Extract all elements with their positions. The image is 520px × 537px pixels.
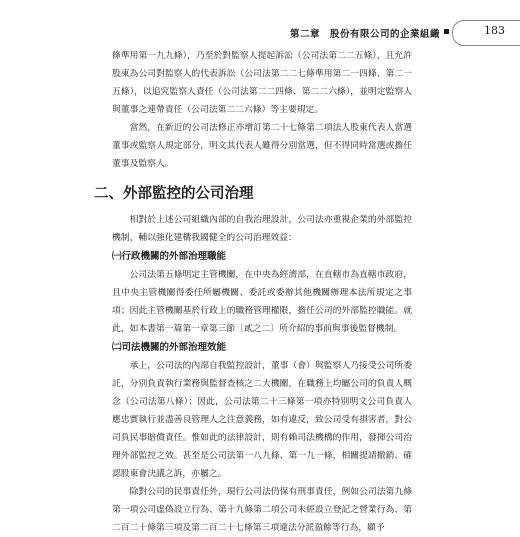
section-heading-external-governance: 二、外部監控的公司治理: [94, 186, 254, 202]
subheading-administrative-governance: ㈠行政機關的外部治理職能: [112, 251, 227, 262]
running-header-title: 第二章 股份有限公司的企業組織: [290, 29, 441, 40]
paragraph-external-monitoring-intro: 相對於上述公司組織內部的自我治理設計，公司法亦重視企業的外部監控機制，輔以強化建構我國健全的公司治理效益：: [112, 215, 412, 243]
header-square-mark: [444, 29, 449, 34]
paragraph-fiduciary-duty: 承上，公司法的內部自我監控設計，董事（會）與監察人乃接受公司所委託，分別負責執行業務與監督查核之二大機關，在職務上均屬公司的負責人概念（公司法第八條）；因此，公司法第二十三條第一項亦特別明文公司負責人應忠實執行並盡善良管理人之注意義務，如有違反，致公司受有損害者，對公司負民事賠償責任。惟如此的法律設計，則有賴司法機構的作用，發揮公司治理外部監控之效。甚至是公司法第一八九條、第一九一條，相關提請撤銷、確認股東會決議之訴，亦屬之。: [112, 361, 412, 479]
paragraph-competent-authority: 公司法第五條明定主管機關，在中央為經濟部，在直轄市為直轄市政府，且中央主管機關得委任所屬機關、委託或委辦其他機關辦理本法所規定之事項；因此主管機關基於行政上的職務管理權限，擔任公司的外部監控職能。就此，如本書第一篇第一章第三節〔貳之二〕所介紹的事前與事後監督機制。: [112, 270, 412, 334]
paragraph-supervisor-liability: 條準用第一九九條），乃至於對監察人提起訴訟（公司法第二二五條），且允許股東為公司對監察人的代表訴訟（公司法第二二七條準用第二一四條、第二一五條），以追究監察人責任（公司法第二二四條、第二二六條），並明定監察人與董事之連帶責任（公司法第二二六條）等主要規定。: [112, 51, 412, 115]
page-number: 183: [484, 24, 505, 37]
page-body: [94, 47, 412, 537]
paragraph-criminal-liability: 除對公司的民事責任外，現行公司法仍保有刑事責任，例如公司法第九條第一項公司虛偽設立行為、第十九條第二項公司未經設立登記之營業行為、第二百二十條第三項及第二百二十七條第三項違法分派盈餘等行為，顯予: [112, 487, 412, 533]
paragraph-legal-person-representative: 當然，在新近的公司法修正亦增訂第二十七條第二項法人股東代表人當選董事或監察人規定部分，明文其代表人雖得分別當選，但不得同時當選或擔任董事及監察人。: [112, 123, 412, 169]
subheading-judicial-governance: ㈡司法機關的外部治理效能: [112, 342, 227, 353]
